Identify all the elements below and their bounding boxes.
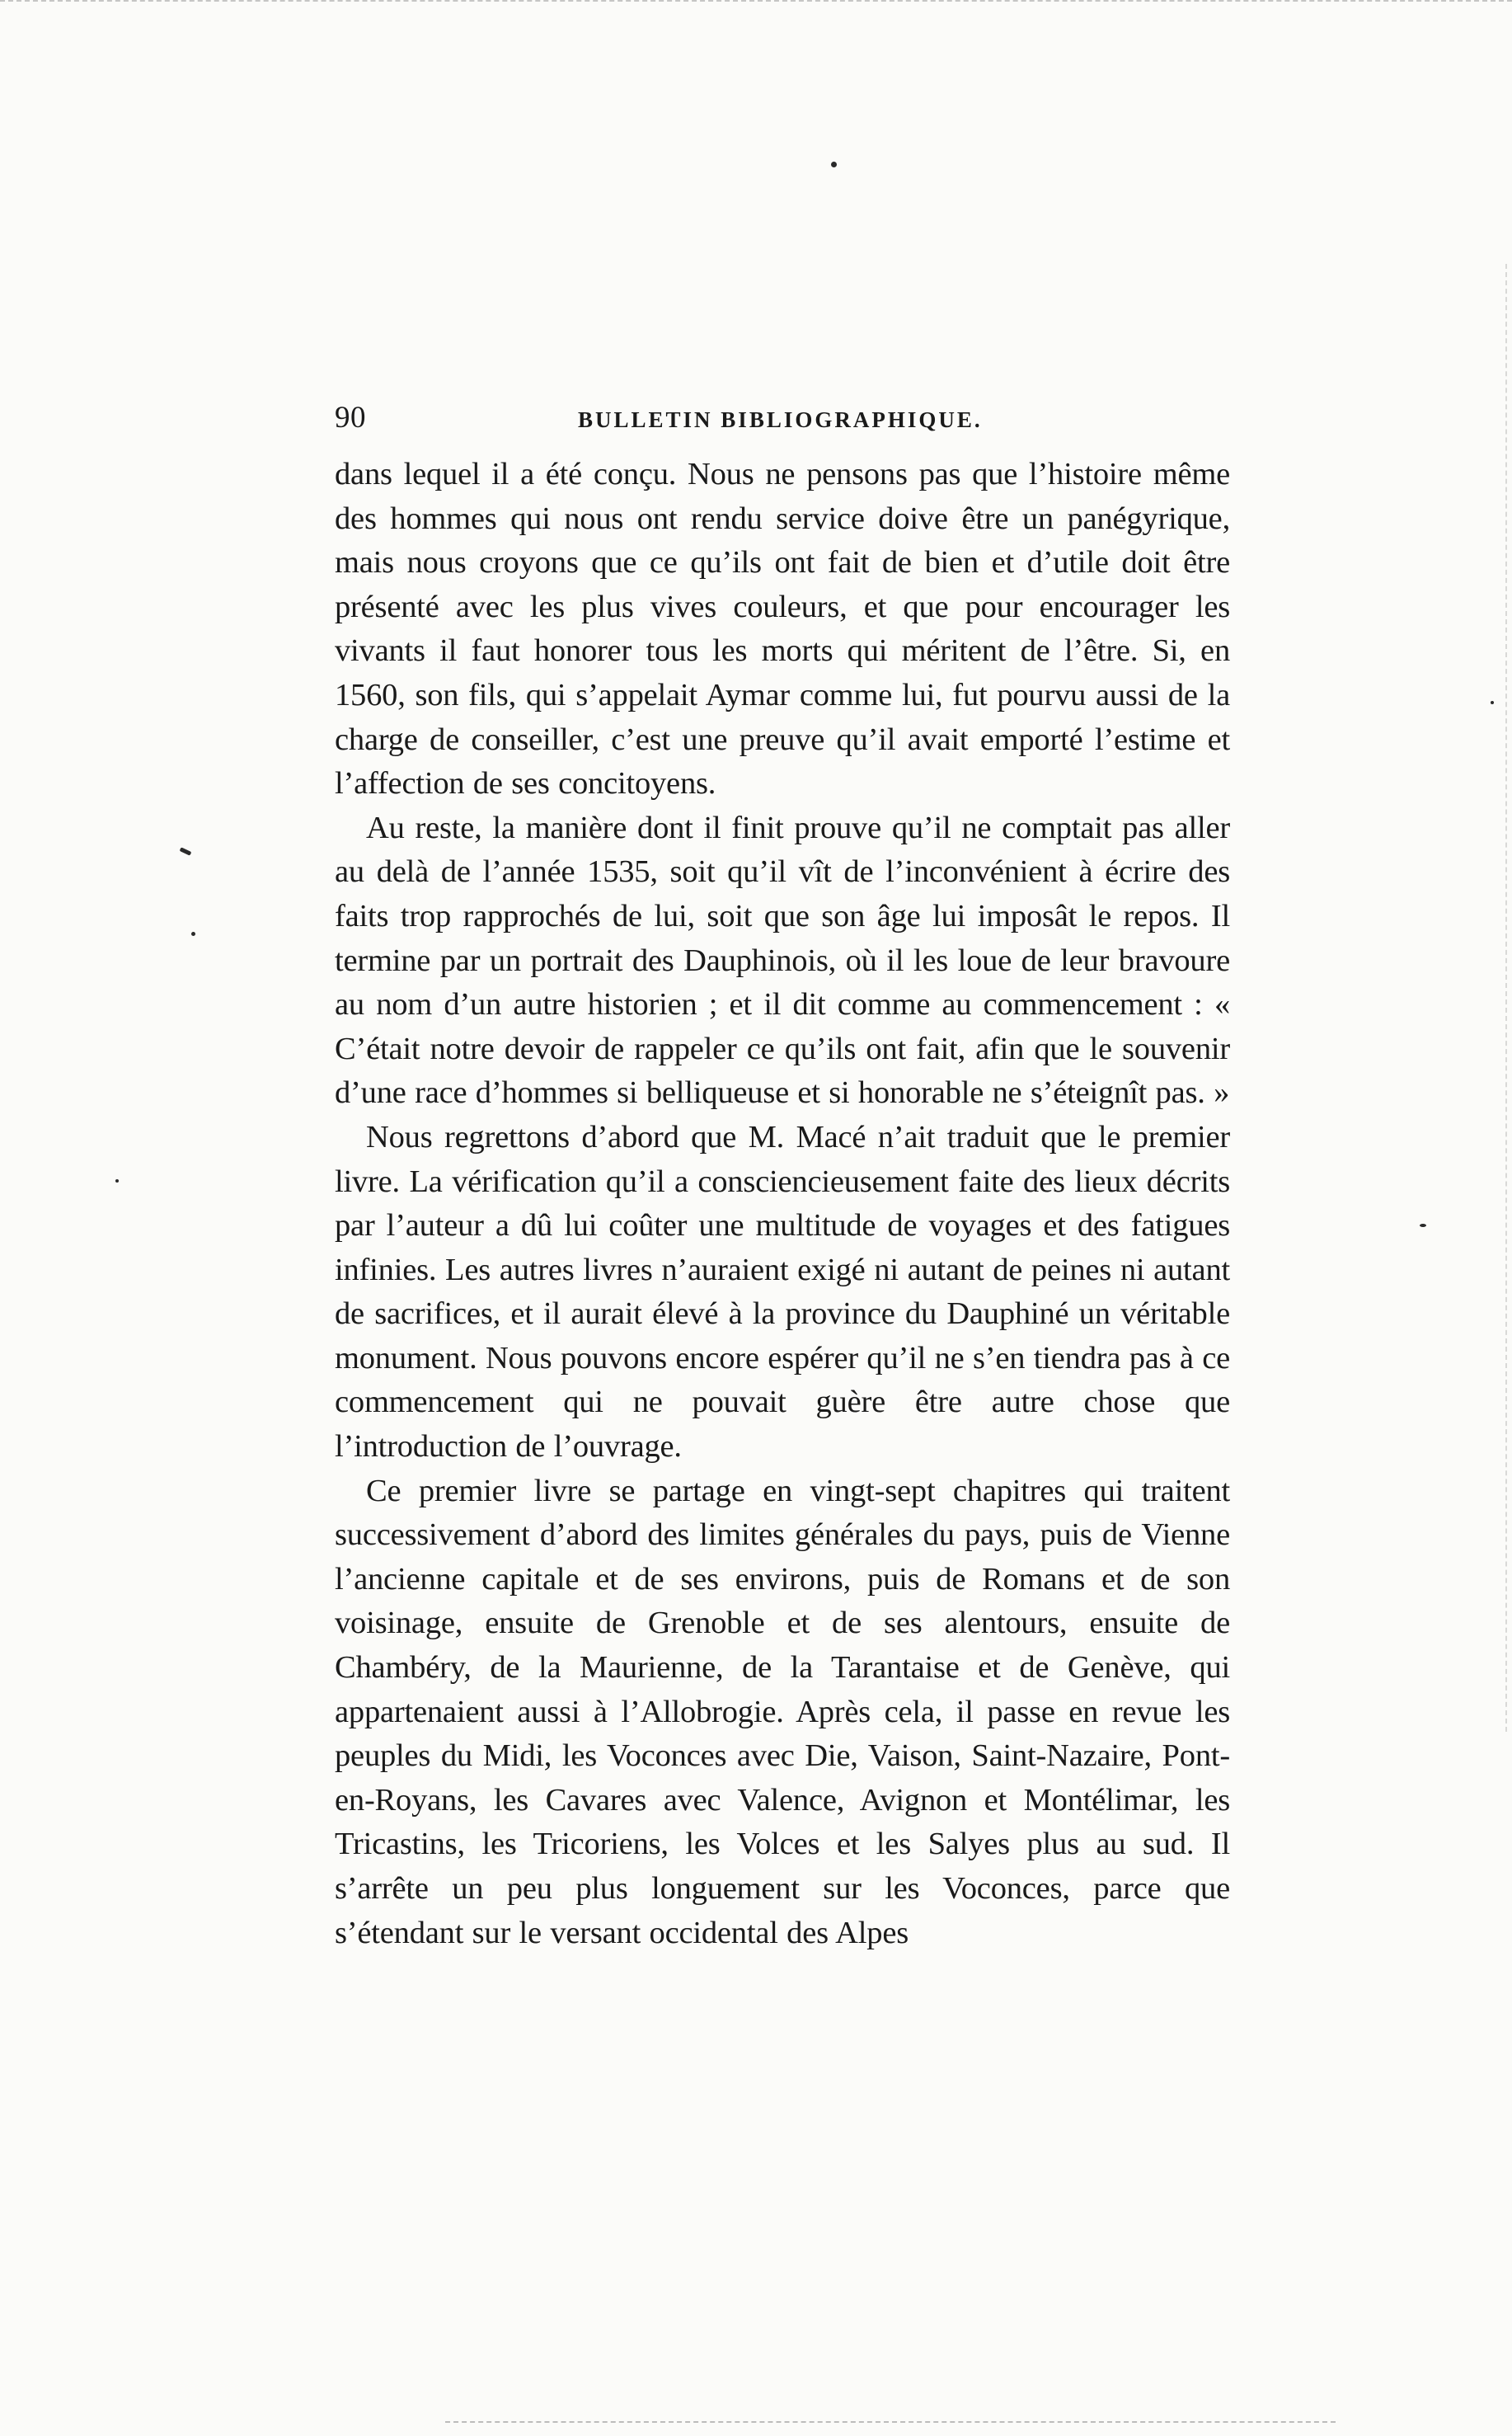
ink-speck — [180, 847, 192, 855]
scan-top-edge — [0, 0, 1512, 10]
body-text — [335, 453, 1230, 1955]
page-header — [335, 400, 1229, 436]
ink-speck — [115, 1179, 119, 1183]
ink-speck — [191, 932, 195, 936]
page-number: 90 — [335, 401, 366, 435]
paragraph: Au reste, la manière dont il finit prouve qu’il ne comptait pas aller au delà de l’année 1535, soit qu’il vît de l’inconvénient à écrire des faits trop rapprochés de lui, soit que son âge lui imposât le repos. Il termine par un portrait des Dauphinois, où il les loue de leur bravoure au nom d’un autre historien ; et il dit comme au commencement : « C’était notre devoir de rappeler ce qu’ils ont fait, afin que le souvenir d’une race d’hommes si belliqueuse et si honorable ne s’éteignît pas. » — [335, 810, 1230, 1111]
running-title: BULLETIN BIBLIOGRAPHIQUE. — [578, 407, 983, 432]
paragraph: Nous regrettons d’abord que M. Macé n’ait traduit que le premier livre. La vérification qu’il a consciencieusement faite des lieux décrits par l’auteur a dû lui coûter une multitude de voyages et des fatigues infinies. Les autres livres n’auraient exigé ni autant de peines ni autant de sacrifices, et il aurait élevé à la province du Dauphiné un véritable monument. Nous pouvons encore espérer qu’il ne s’en tiendra pas à ce commencement qui ne pouvait guère être autre chose que l’introduction de l’ouvrage. — [335, 1119, 1230, 1465]
ink-speck — [831, 162, 837, 167]
ink-speck — [1420, 1224, 1426, 1227]
ink-speck — [1491, 701, 1494, 704]
scan-right-edge — [1505, 264, 1509, 1732]
scan-bottom-edge — [445, 2416, 1336, 2423]
paragraph: Ce premier livre se partage en vingt-sept chapitres qui traitent successivement d’abord des limites générales du pays, puis de Vienne l’ancienne capitale et de ses environs, puis de Romans et de son voisinage, ensuite de Grenoble et de ses alentours, ensuite de Chambéry, de la Maurienne, de la Tarantaise et de Genève, qui appartenaient aussi à l’Allobrogie. Après cela, il passe en revue les peuples du Midi, les Voconces avec Die, Vaison, Saint-Nazaire, Pont-en-Royans, les Cavares avec Valence, Avignon et Montélimar, les Tricastins, les Tricoriens, les Volces et les Salyes plus au sud. Il s’arrête un peu plus longuement sur les Voconces, parce que s’étendant sur le versant occidental des Alpes — [335, 1473, 1230, 1950]
paragraph-continuation: dans lequel il a été conçu. Nous ne pensons pas que l’histoire même des hommes qui nous ont rendu service doive être un panégyrique, mais nous croyons que ce qu’ils ont fait de bien et d’utile doit être présenté avec les plus vives couleurs, et que pour encourager les vivants il faut honorer tous les morts qui méritent de l’être. Si, en 1560, son fils, qui s’appelait Aymar comme lui, fut pourvu aussi de la charge de conseiller, c’est une preuve qu’il avait emporté l’estime et l’affection de ses concitoyens. — [335, 457, 1230, 802]
